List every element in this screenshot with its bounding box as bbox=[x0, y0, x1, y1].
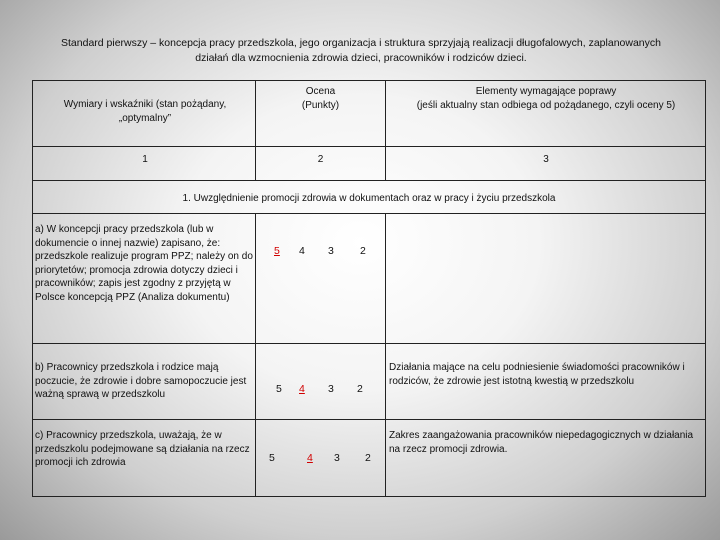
row-c-improvement: Zakres zaangażowania pracowników niepedagogicznych w działania na rzecz promocji zdrowia. bbox=[389, 430, 694, 455]
row-a-score-2[interactable]: 2 bbox=[360, 245, 366, 257]
header-improvements: Elementy wymagające poprawy (jeśli aktualny stan odbiega od pożądanego, czyli oceny 5) bbox=[416, 86, 676, 111]
table-bottom-border bbox=[32, 496, 706, 497]
row-b-improvement: Działania mające na celu podniesienie świadomości pracowników i rodziców, że zdrowie jest istotną kwestią w przedszkolu bbox=[389, 362, 685, 387]
row-c-text: c) Pracownicy przedszkola, uważają, że w przedszkolu podejmowane są działania na rzecz promocji ich zdrowia bbox=[35, 430, 250, 468]
row-a-score-4[interactable]: 4 bbox=[299, 245, 305, 257]
col-divider-2-top bbox=[385, 80, 386, 180]
row-c-score-2[interactable]: 2 bbox=[365, 452, 371, 464]
row-b-score-4[interactable]: 4 bbox=[299, 383, 305, 395]
numbers-bottom-border bbox=[32, 180, 706, 181]
row-c-score-5[interactable]: 5 bbox=[269, 452, 275, 464]
section-bottom-border bbox=[32, 213, 706, 214]
header-score: Ocena (Punkty) bbox=[301, 86, 340, 111]
section-title: 1. Uwzględnienie promocji zdrowia w dokumentach oraz w pracy i życiu przedszkola bbox=[182, 193, 556, 204]
row-b-score-3[interactable]: 3 bbox=[328, 383, 334, 395]
column-number-3: 3 bbox=[543, 154, 549, 165]
row-b-score-2[interactable]: 2 bbox=[357, 383, 363, 395]
page-title bbox=[18, 36, 704, 66]
row-b-text: b) Pracownicy przedszkola i rodzice mają poczucie, że zdrowie i dobre samopoczucie jest ważną sprawą w przedszkolu bbox=[35, 362, 247, 400]
table-top-border bbox=[32, 80, 706, 81]
row-b-bottom-border bbox=[32, 419, 706, 420]
col-divider-1-top bbox=[255, 80, 256, 180]
col-divider-1-body bbox=[255, 213, 256, 496]
col-divider-2-body bbox=[385, 213, 386, 496]
row-c-score-3[interactable]: 3 bbox=[334, 452, 340, 464]
row-a-score-3[interactable]: 3 bbox=[328, 245, 334, 257]
table-right-border bbox=[705, 80, 706, 496]
title-line-2: działań dla wzmocnienia zdrowia dzieci, pracowników i rodziców dzieci. bbox=[195, 52, 527, 64]
row-c-score-4[interactable]: 4 bbox=[307, 452, 313, 464]
header-bottom-border bbox=[32, 146, 706, 147]
column-number-1: 1 bbox=[142, 154, 148, 165]
table-left-border bbox=[32, 80, 33, 496]
row-a-text: a) W koncepcji pracy przedszkola (lub w dokumencie o innej nazwie) zapisano, że: przedszkole realizuje program PPZ; należy on do priorytetów; promocja zdrowia dotyczy dzieci i pracowników; zapis jest zgodny z przyjętą w Polsce koncepcją PPZ (Analiza dokumentu) bbox=[35, 224, 253, 303]
row-a-bottom-border bbox=[32, 343, 706, 344]
header-dimensions: Wymiary i wskaźniki (stan pożądany, „optymalny” bbox=[63, 99, 227, 124]
title-line-1: Standard pierwszy – koncepcja pracy przedszkola, jego organizacja i struktura sprzyjają realizacji długofalowych, zaplanowanych bbox=[61, 37, 661, 49]
row-a-score-5[interactable]: 5 bbox=[274, 245, 280, 257]
column-number-2: 2 bbox=[317, 154, 324, 165]
row-b-score-5[interactable]: 5 bbox=[276, 383, 282, 395]
